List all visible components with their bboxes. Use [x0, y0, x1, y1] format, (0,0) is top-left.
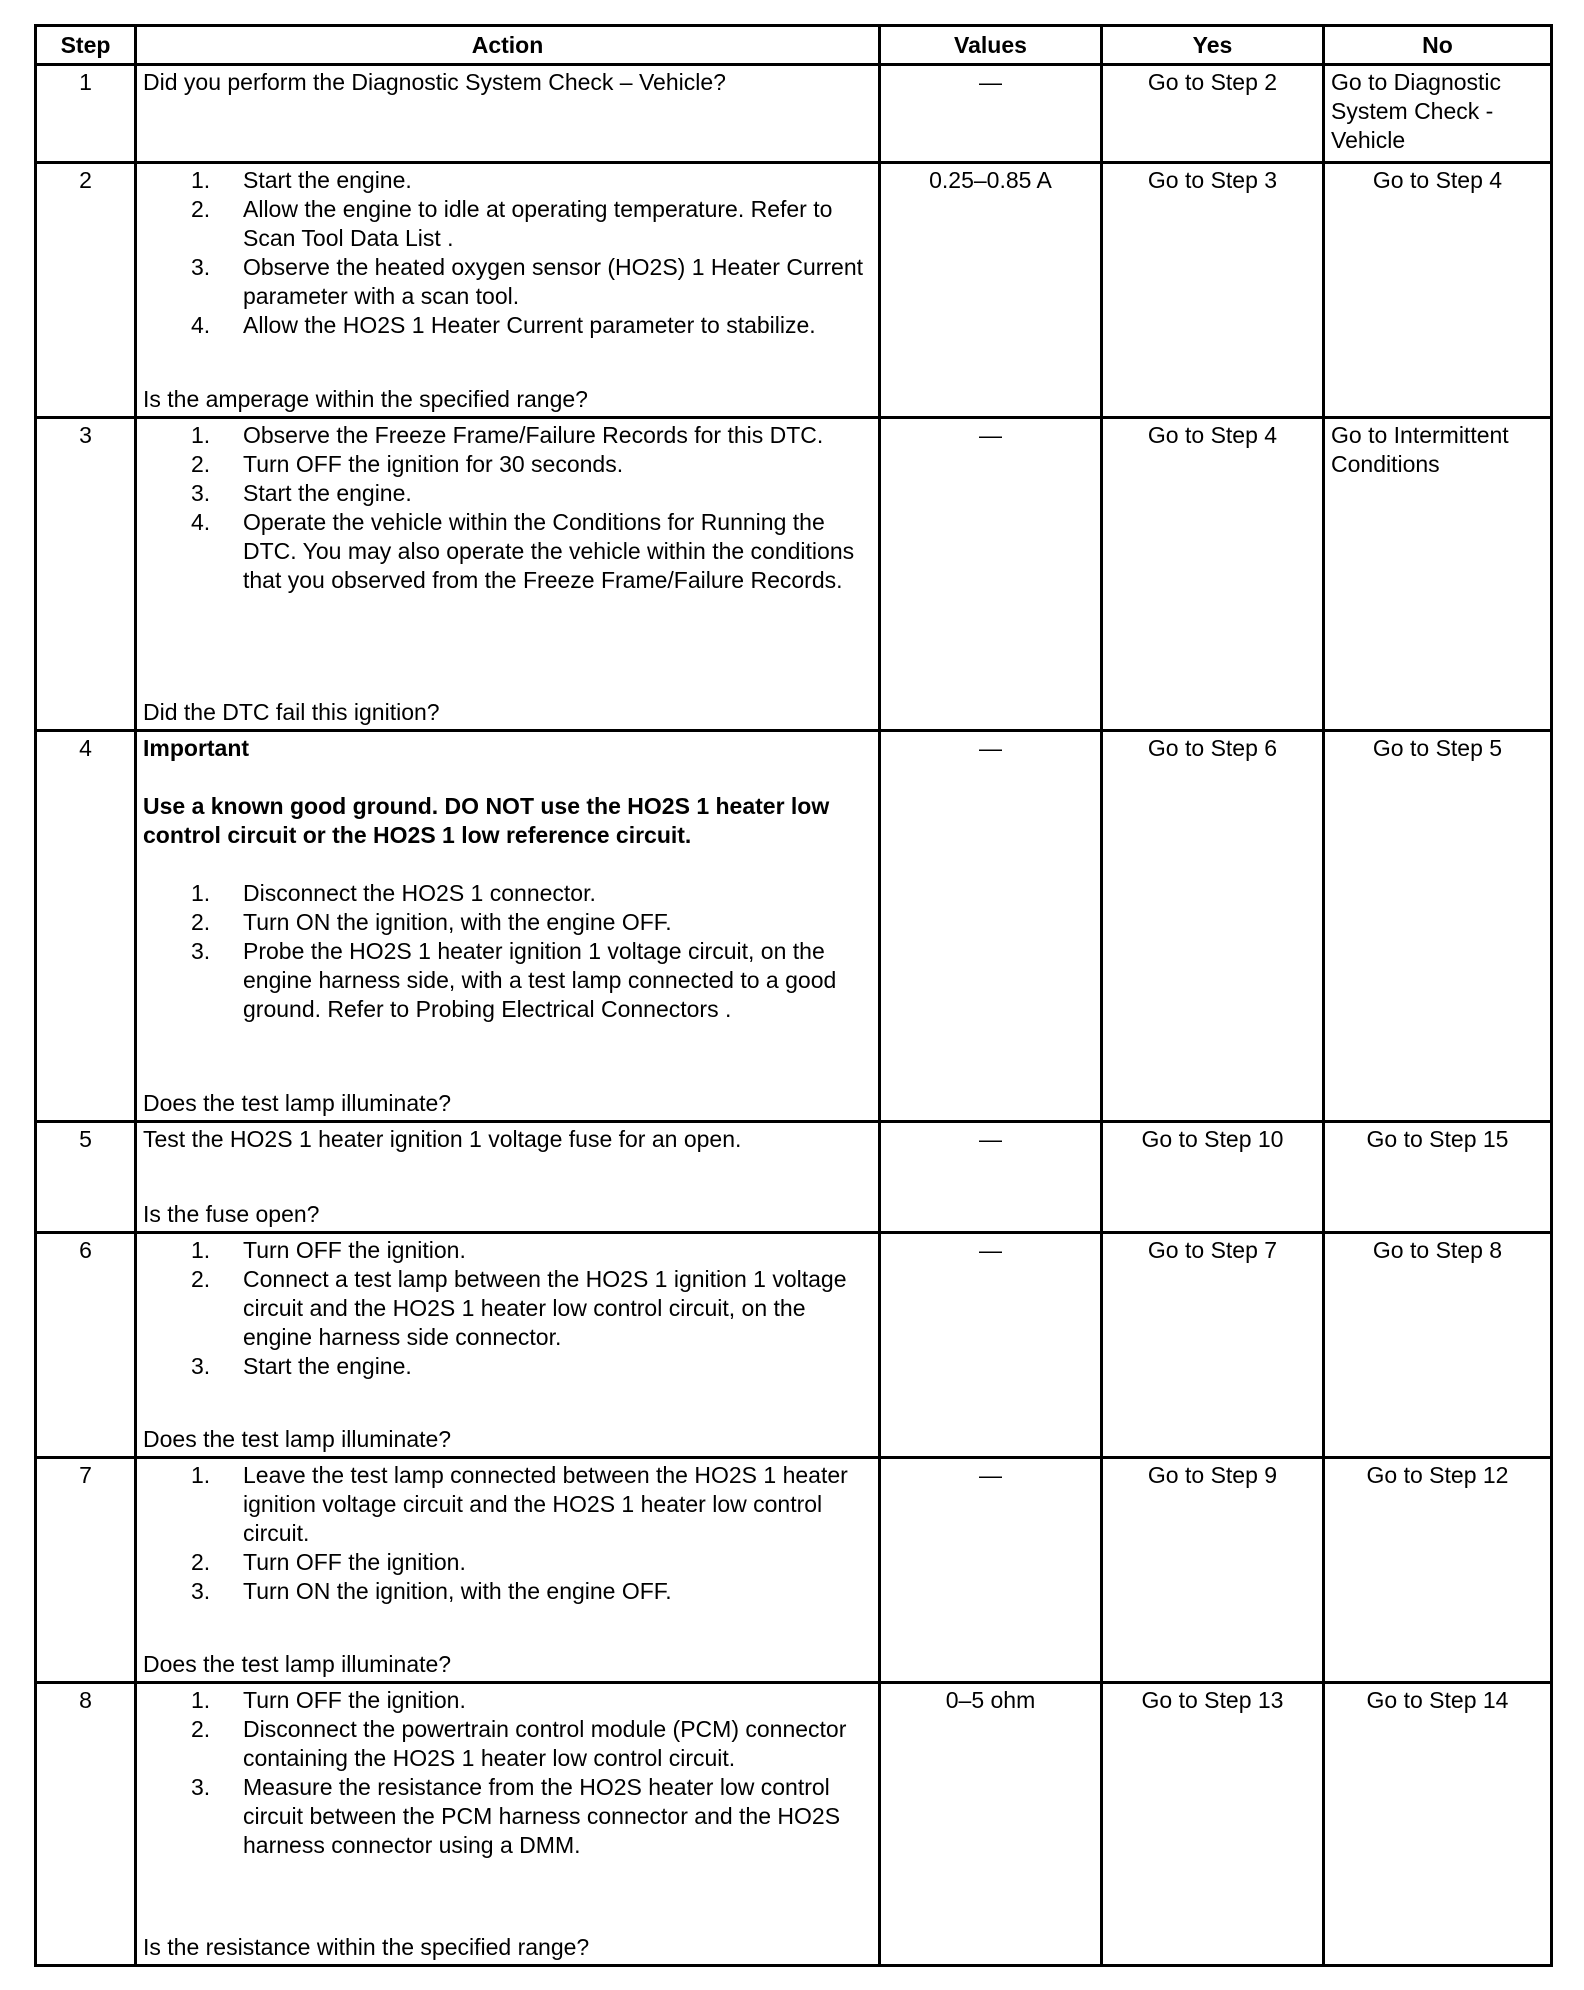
list-item: 1. Turn OFF the ignition. — [191, 1687, 466, 1713]
yes-link[interactable]: Go to Step 7 — [1102, 1233, 1324, 1458]
action-question: Does the test lamp illuminate? — [143, 1090, 452, 1116]
action-text: Did you perform the Diagnostic System Check – Vehicle? — [143, 69, 726, 95]
list-item: 2. Disconnect the powertrain control module (PCM) connector containing the HO2S 1 heater low control circuit. — [191, 1716, 847, 1771]
list-item: 3. Observe the heated oxygen sensor (HO2S) 1 Heater Current parameter with a scan tool. — [191, 254, 864, 309]
yes-link[interactable]: Go to Step 13 — [1102, 1683, 1324, 1966]
values-cell: — — [880, 418, 1102, 731]
list-item: 2. Turn OFF the ignition for 30 seconds. — [191, 451, 624, 477]
action-steps — [143, 166, 872, 340]
list-item: 2. Turn OFF the ignition. — [191, 1549, 466, 1575]
header-no: No — [1324, 26, 1552, 65]
action-cell — [136, 163, 880, 418]
no-link[interactable]: Go to Step 15 — [1324, 1122, 1552, 1233]
no-link[interactable]: Go to Step 4 — [1324, 163, 1552, 418]
values-cell: — — [880, 1122, 1102, 1233]
action-cell — [136, 65, 880, 163]
step-number: 1 — [36, 65, 136, 163]
list-item: 1. Leave the test lamp connected between the HO2S 1 heater ignition voltage circuit and the HO2S 1 heater low control circuit. — [191, 1462, 848, 1546]
list-item: 3. Measure the resistance from the HO2S heater low control circuit between the PCM harness connector and the HO2S harness connector using a DMM. — [191, 1774, 841, 1858]
step-number: 3 — [36, 418, 136, 731]
action-steps — [143, 1686, 872, 1860]
action-cell — [136, 731, 880, 1122]
values-cell: 0.25–0.85 A — [880, 163, 1102, 418]
list-item: 1. Observe the Freeze Frame/Failure Records for this DTC. — [191, 422, 824, 448]
action-question: Does the test lamp illuminate? — [143, 1651, 452, 1677]
list-item: 1. Start the engine. — [191, 167, 412, 193]
table-header — [36, 26, 1552, 65]
yes-link[interactable]: Go to Step 10 — [1102, 1122, 1324, 1233]
action-cell — [136, 418, 880, 731]
action-steps — [143, 879, 872, 1024]
no-link[interactable]: Go to Step 12 — [1324, 1458, 1552, 1683]
header-values: Values — [880, 26, 1102, 65]
no-link[interactable]: Go to Step 14 — [1324, 1683, 1552, 1966]
header-row — [36, 26, 1552, 65]
list-item: 4. Allow the HO2S 1 Heater Current parameter to stabilize. — [191, 312, 816, 338]
step-number: 7 — [36, 1458, 136, 1683]
list-item: 1. Disconnect the HO2S 1 connector. — [191, 880, 596, 906]
step-number: 5 — [36, 1122, 136, 1233]
header-yes: Yes — [1102, 26, 1324, 65]
table-row — [36, 1233, 1552, 1458]
action-text: Test the HO2S 1 heater ignition 1 voltage fuse for an open. — [143, 1126, 742, 1152]
list-item: 2. Turn ON the ignition, with the engine OFF. — [191, 909, 672, 935]
no-link[interactable]: Go to Intermittent Conditions — [1324, 418, 1552, 731]
action-question: Is the resistance within the specified range? — [143, 1934, 590, 1960]
table-row — [36, 418, 1552, 731]
yes-link[interactable]: Go to Step 4 — [1102, 418, 1324, 731]
step-number: 6 — [36, 1233, 136, 1458]
table-row — [36, 1683, 1552, 1966]
yes-link[interactable]: Go to Step 9 — [1102, 1458, 1324, 1683]
yes-link[interactable]: Go to Step 3 — [1102, 163, 1324, 418]
header-action: Action — [136, 26, 880, 65]
table-row — [36, 1458, 1552, 1683]
action-steps — [143, 421, 872, 595]
values-cell: 0–5 ohm — [880, 1683, 1102, 1966]
diagnostic-table — [34, 24, 1553, 1967]
list-item: 2. Allow the engine to idle at operating temperature. Refer to Scan Tool Data List . — [191, 196, 833, 251]
no-link[interactable]: Go to Step 5 — [1324, 731, 1552, 1122]
table-row — [36, 731, 1552, 1122]
yes-link[interactable]: Go to Step 2 — [1102, 65, 1324, 163]
values-cell: — — [880, 731, 1102, 1122]
action-question: Does the test lamp illuminate? — [143, 1426, 452, 1452]
values-cell: — — [880, 65, 1102, 163]
list-item: 2. Connect a test lamp between the HO2S 1 ignition 1 voltage circuit and the HO2S 1 heater low control circuit, on the engine harness side connector. — [191, 1266, 847, 1350]
values-cell: — — [880, 1233, 1102, 1458]
step-number: 4 — [36, 731, 136, 1122]
no-link[interactable]: Go to Step 8 — [1324, 1233, 1552, 1458]
header-step: Step — [36, 26, 136, 65]
action-cell — [136, 1233, 880, 1458]
important-note: Use a known good ground. DO NOT use the HO2S 1 heater low control circuit or the HO2S 1 low reference circuit. — [143, 793, 830, 848]
action-cell — [136, 1122, 880, 1233]
important-label: Important — [143, 735, 250, 761]
action-question: Is the fuse open? — [143, 1201, 320, 1227]
list-item: 3. Turn ON the ignition, with the engine OFF. — [191, 1578, 672, 1604]
no-link[interactable]: Go to Diagnostic System Check - Vehicle — [1324, 65, 1552, 163]
step-number: 8 — [36, 1683, 136, 1966]
list-item: 3. Probe the HO2S 1 heater ignition 1 voltage circuit, on the engine harness side, with a test lamp connected to a good ground. Refer to Probing Electrical Connectors . — [191, 938, 837, 1022]
action-cell — [136, 1458, 880, 1683]
table-row — [36, 65, 1552, 163]
values-cell: — — [880, 1458, 1102, 1683]
table-body — [36, 65, 1552, 1966]
list-item: 3. Start the engine. — [191, 1353, 412, 1379]
action-steps — [143, 1236, 872, 1381]
action-question: Is the amperage within the specified range? — [143, 386, 588, 412]
table-row — [36, 163, 1552, 418]
action-steps — [143, 1461, 872, 1606]
action-question: Did the DTC fail this ignition? — [143, 699, 440, 725]
list-item: 3. Start the engine. — [191, 480, 412, 506]
list-item: 4. Operate the vehicle within the Conditions for Running the DTC. You may also operate the vehicle within the conditions that you observed from the Freeze Frame/Failure Records. — [191, 509, 855, 593]
step-number: 2 — [36, 163, 136, 418]
yes-link[interactable]: Go to Step 6 — [1102, 731, 1324, 1122]
action-cell — [136, 1683, 880, 1966]
list-item: 1. Turn OFF the ignition. — [191, 1237, 466, 1263]
table-row — [36, 1122, 1552, 1233]
